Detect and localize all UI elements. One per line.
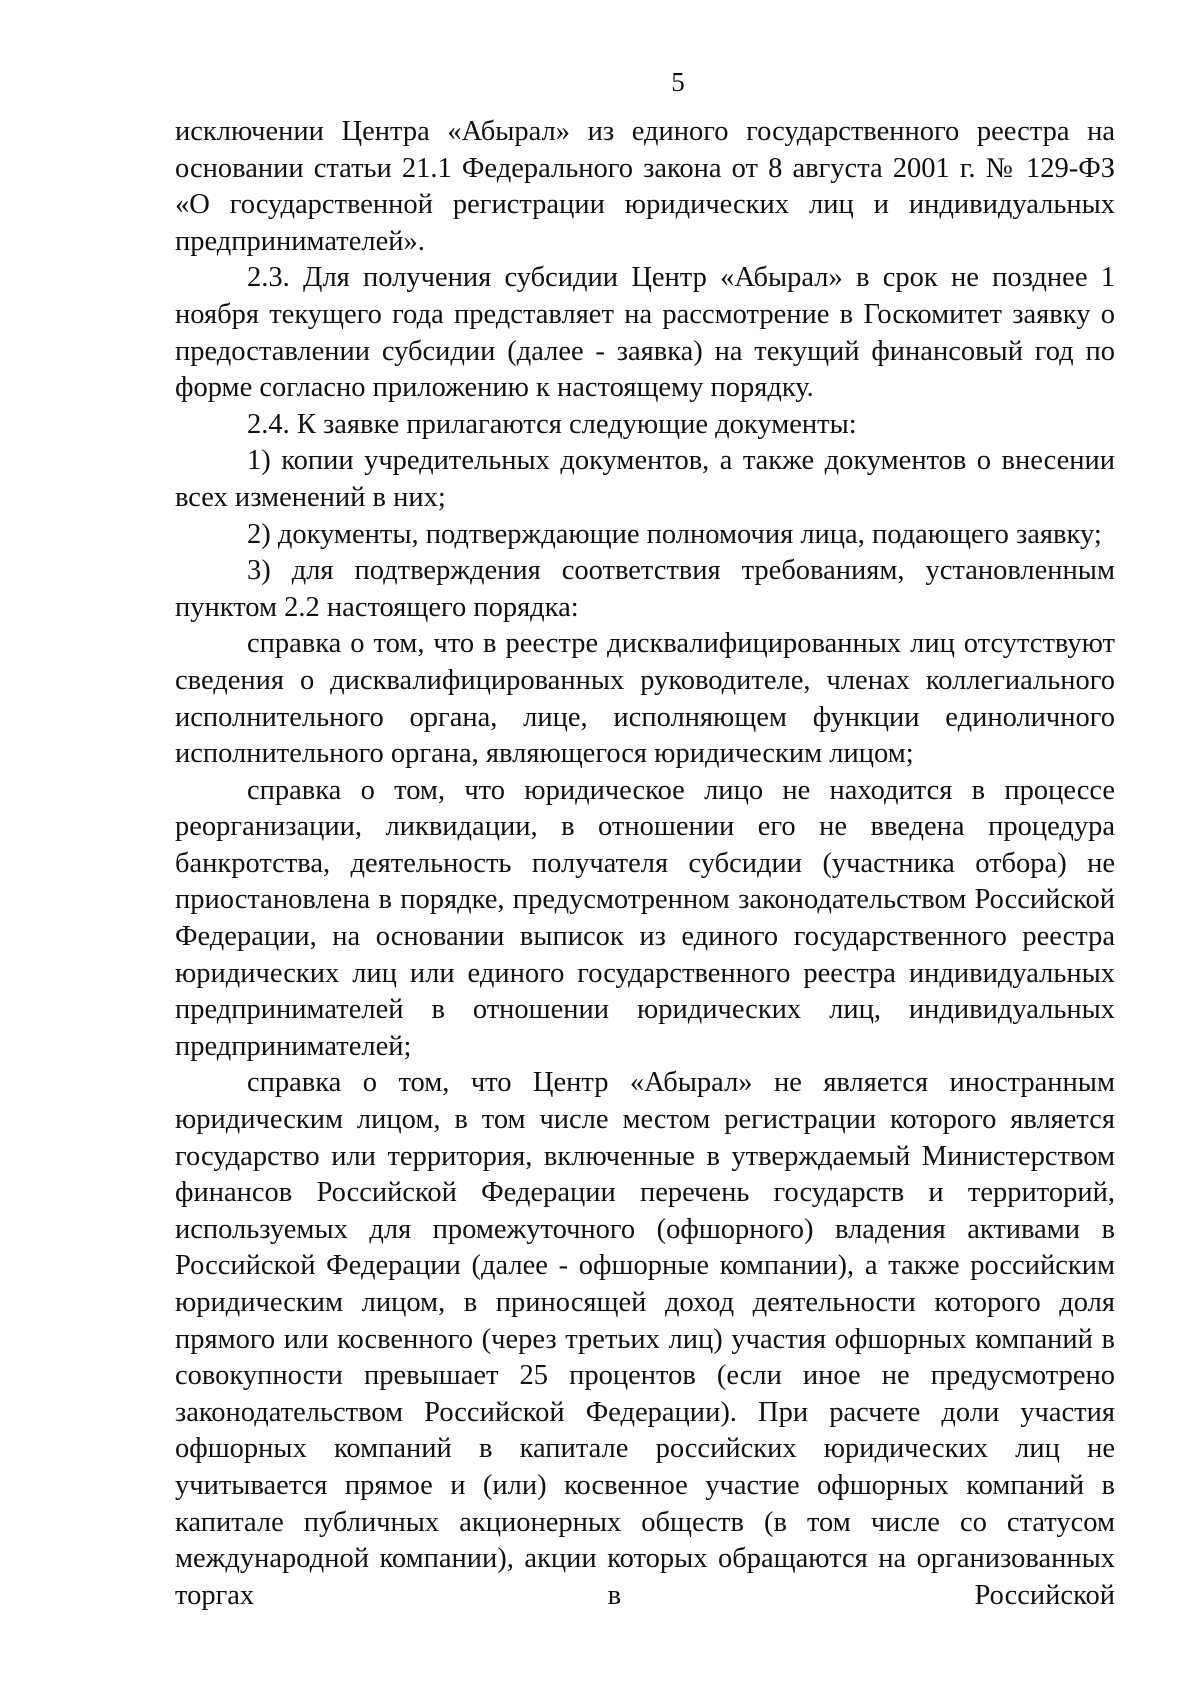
paragraph-offshore: справка о том, что Центр «Абырал» не является иностранным юридическим лицом, в том числе местом регистрации которого является государство или территория, включенные в утверждаемый Министерством финансов Российской Федерации перечень государств и территорий, используемых для промежуточного (офшорного) владения активами в Российской Федерации (далее - офшорные компании), а также российским юридическим лицом, в приносящей доход деятельности которого доля прямого или косвенного (через третьих лиц) участия офшорных компаний в совокупности превышает 25 процентов (если иное не предусмотрено законодательством Российской Федерации). При расчете доли участия офшорных компаний в капитале российских юридических лиц не учитывается прямое и (или) косвенное участие офшорных компаний в капитале публичных акционерных обществ (в том числе со статусом международной компании), акции которых обращаются на организованных торгах в Российской	[175, 1067, 1115, 1611]
list-item-2: 2) документы, подтверждающие полномочия лица, подающего заявку;	[247, 518, 1102, 550]
paragraph-2-3: 2.3. Для получения субсидии Центр «Абырал» в срок не позднее 1 ноября текущего года представляет на рассмотрение в Госкомитет заявку о предоставлении субсидии (далее - заявка) на текущий финансовый год по форме согласно приложению к настоящему порядку.	[175, 262, 1115, 404]
paragraph-disqualified-persons: справка о том, что в реестре дисквалифицированных лиц отсутствуют сведения о дисквалифицированных руководителе, членах коллегиального исполнительного органа, лице, исполняющем функции единоличного исполнительного органа, являющегося юридическим лицом;	[175, 628, 1115, 770]
list-item-3: 3) для подтверждения соответствия требованиям, установленным пунктом 2.2 настоящего порядка:	[175, 555, 1115, 623]
paragraph-reorganization: справка о том, что юридическое лицо не находится в процессе реорганизации, ликвидации, в отношении его не введена процедура банкротства, деятельность получателя субсидии (участника отбора) не приостановлена в порядке, предусмотренном законодательством Российской Федерации, на основании выписок из единого государственного реестра юридических лиц или единого государственного реестра индивидуальных предпринимателей в отношении юридических лиц, индивидуальных предпринимателей;	[175, 774, 1115, 1062]
paragraph-2-4: 2.4. К заявке прилагаются следующие документы:	[247, 408, 857, 440]
list-item-1: 1) копии учредительных документов, а также документов о внесении всех изменений в них;	[175, 445, 1115, 513]
paragraph-continuation: исключении Центра «Абырал» из единого государственного реестра на основании статьи 21.1 Федерального закона от 8 августа 2001 г. № 129-ФЗ «О государственной регистрации юридических лиц и индивидуальных предпринимателей».	[175, 116, 1115, 257]
document-body	[175, 114, 1115, 1614]
page-number: 5	[671, 67, 685, 97]
